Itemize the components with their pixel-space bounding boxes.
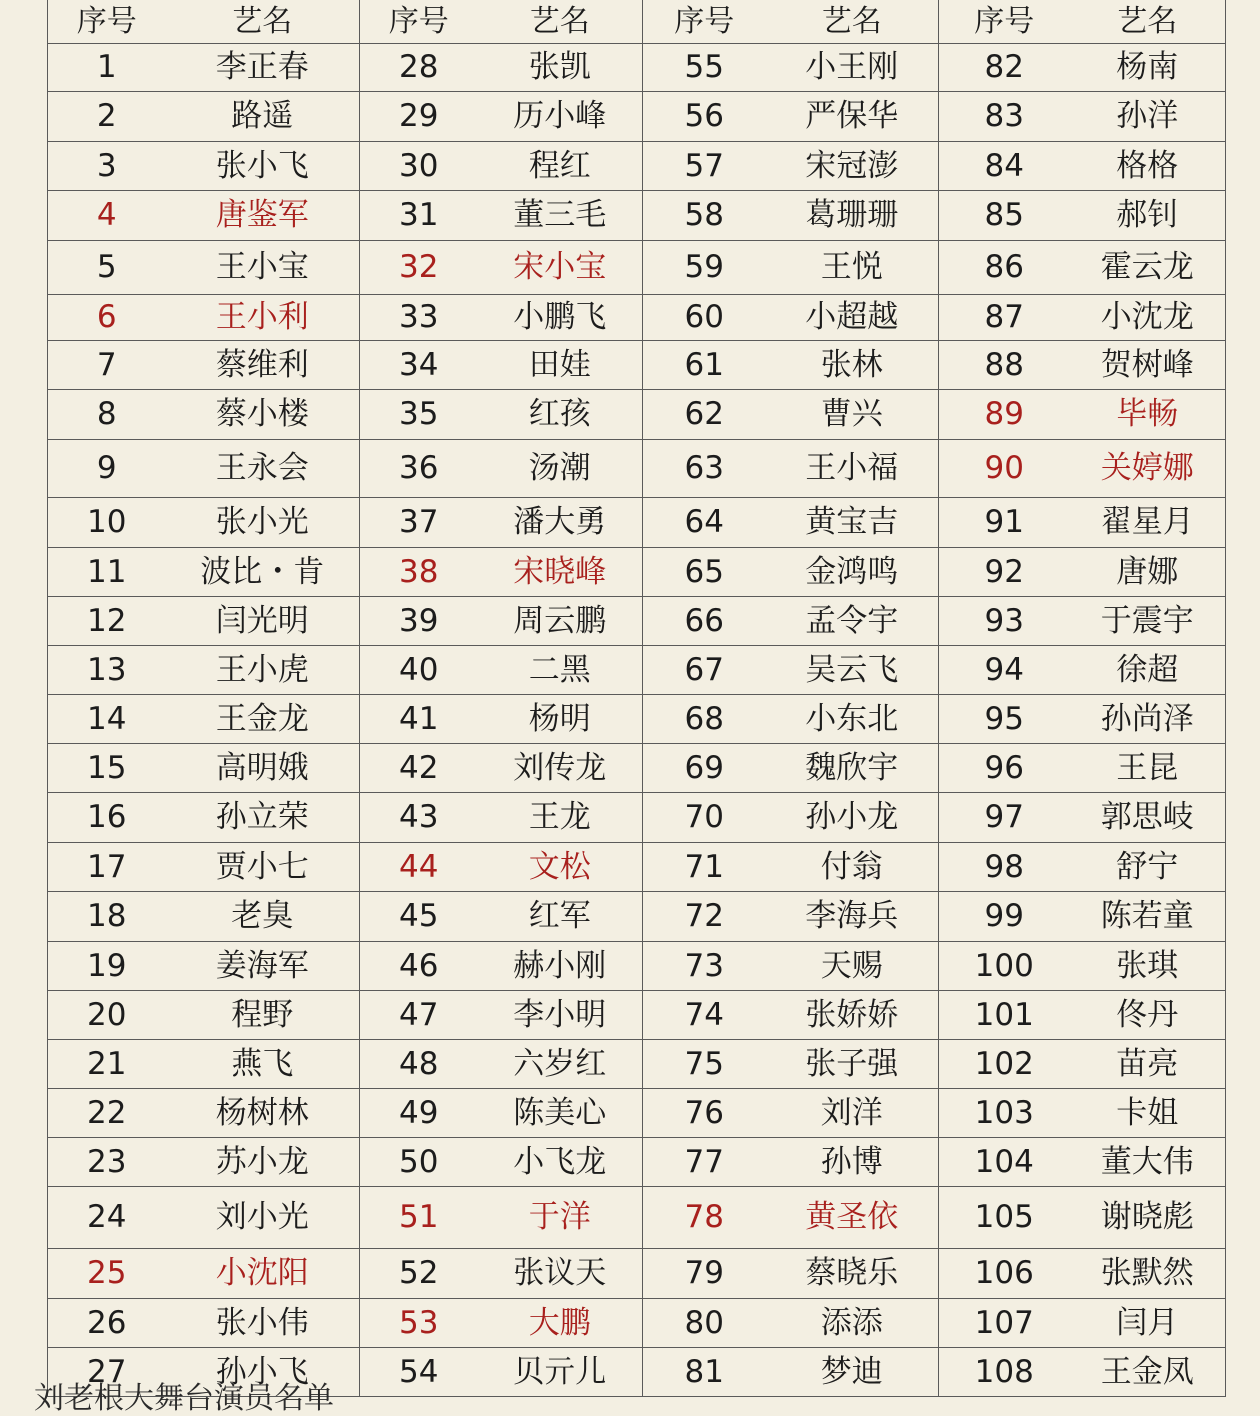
performer-name: 张小光 [166,498,360,548]
performer-name: 汤潮 [478,440,643,498]
performer-name: 魏欣宇 [766,744,939,793]
table-row [48,241,1226,295]
header-cell-name: 艺名 [1070,0,1226,44]
table-row [48,843,1226,892]
performer-name: 陈美心 [478,1089,643,1138]
table-row [48,942,1226,991]
performer-name: 小飞龙 [478,1138,643,1187]
performer-number: 6 [48,295,166,341]
performer-number: 27 [48,1348,166,1397]
performer-number: 81 [643,1348,766,1397]
performer-number: 61 [643,341,766,390]
table-row [48,191,1226,241]
performer-number: 48 [360,1040,478,1089]
performer-number: 103 [939,1089,1070,1138]
performer-name: 王悦 [766,241,939,295]
performer-name: 程野 [166,991,360,1040]
performer-number: 49 [360,1089,478,1138]
performer-number: 66 [643,597,766,646]
performer-number: 54 [360,1348,478,1397]
performer-number: 87 [939,295,1070,341]
performer-number: 47 [360,991,478,1040]
performer-number: 36 [360,440,478,498]
performer-name: 程红 [478,142,643,191]
performer-number: 33 [360,295,478,341]
performer-name: 高明娥 [166,744,360,793]
performer-name: 波比・肯 [166,548,360,597]
performer-number: 59 [643,241,766,295]
performer-name: 文松 [478,843,643,892]
table-row [48,92,1226,142]
performer-number: 25 [48,1249,166,1299]
performer-name: 严保华 [766,92,939,142]
performer-number: 3 [48,142,166,191]
roster-table [47,0,1226,1397]
performer-name: 黄圣依 [766,1187,939,1249]
performer-number: 93 [939,597,1070,646]
performer-number: 29 [360,92,478,142]
performer-number: 83 [939,92,1070,142]
performer-number: 99 [939,892,1070,942]
performer-name: 宋晓峰 [478,548,643,597]
performer-number: 13 [48,646,166,695]
table-row [48,1187,1226,1249]
performer-number: 46 [360,942,478,991]
performer-name: 孙博 [766,1138,939,1187]
performer-number: 79 [643,1249,766,1299]
performer-name: 卡姐 [1070,1089,1226,1138]
header-cell-no: 序号 [48,0,166,44]
performer-number: 5 [48,241,166,295]
table-row [48,991,1226,1040]
performer-name: 宋冠澎 [766,142,939,191]
roster-sheet [47,0,1225,1390]
performer-number: 69 [643,744,766,793]
performer-name: 历小峰 [478,92,643,142]
performer-number: 38 [360,548,478,597]
performer-name: 王永会 [166,440,360,498]
performer-name: 于震宇 [1070,597,1226,646]
performer-number: 78 [643,1187,766,1249]
performer-name: 毕畅 [1070,390,1226,440]
performer-name: 唐娜 [1070,548,1226,597]
performer-name: 孙小飞 [166,1348,360,1397]
performer-number: 4 [48,191,166,241]
performer-name: 小沈阳 [166,1249,360,1299]
performer-name: 闫光明 [166,597,360,646]
table-row [48,44,1226,92]
performer-name: 李小明 [478,991,643,1040]
performer-number: 44 [360,843,478,892]
performer-name: 张子强 [766,1040,939,1089]
table-row [48,142,1226,191]
performer-number: 89 [939,390,1070,440]
performer-name: 王小虎 [166,646,360,695]
performer-name: 刘小光 [166,1187,360,1249]
table-row [48,1249,1226,1299]
performer-name: 张小飞 [166,142,360,191]
performer-name: 葛珊珊 [766,191,939,241]
performer-number: 7 [48,341,166,390]
performer-name: 小沈龙 [1070,295,1226,341]
cropped-caption [0,1381,1260,1416]
performer-name: 王小福 [766,440,939,498]
performer-number: 71 [643,843,766,892]
performer-number: 77 [643,1138,766,1187]
performer-number: 94 [939,646,1070,695]
performer-number: 102 [939,1040,1070,1089]
performer-number: 91 [939,498,1070,548]
performer-name: 小超越 [766,295,939,341]
performer-name: 关婷娜 [1070,440,1226,498]
performer-number: 11 [48,548,166,597]
performer-number: 97 [939,793,1070,843]
performer-name: 曹兴 [766,390,939,440]
performer-name: 燕飞 [166,1040,360,1089]
performer-number: 104 [939,1138,1070,1187]
performer-name: 潘大勇 [478,498,643,548]
performer-name: 王昆 [1070,744,1226,793]
performer-name: 徐超 [1070,646,1226,695]
table-row [48,440,1226,498]
performer-number: 40 [360,646,478,695]
performer-number: 23 [48,1138,166,1187]
performer-number: 50 [360,1138,478,1187]
performer-number: 95 [939,695,1070,744]
performer-number: 55 [643,44,766,92]
table-row [48,1089,1226,1138]
performer-name: 贺树峰 [1070,341,1226,390]
table-row [48,892,1226,942]
table-row [48,793,1226,843]
performer-name: 苏小龙 [166,1138,360,1187]
performer-number: 21 [48,1040,166,1089]
roster-body [48,44,1226,1397]
performer-name: 添添 [766,1299,939,1348]
performer-number: 65 [643,548,766,597]
performer-name: 周云鹏 [478,597,643,646]
table-row [48,341,1226,390]
performer-number: 76 [643,1089,766,1138]
performer-number: 19 [48,942,166,991]
performer-name: 陈若童 [1070,892,1226,942]
performer-number: 14 [48,695,166,744]
performer-name: 老臭 [166,892,360,942]
performer-name: 田娃 [478,341,643,390]
performer-name: 霍云龙 [1070,241,1226,295]
performer-name: 宋小宝 [478,241,643,295]
performer-name: 闫月 [1070,1299,1226,1348]
performer-name: 孙小龙 [766,793,939,843]
header-row [48,0,1226,44]
performer-number: 56 [643,92,766,142]
performer-name: 六岁红 [478,1040,643,1089]
performer-number: 26 [48,1299,166,1348]
performer-number: 90 [939,440,1070,498]
performer-number: 72 [643,892,766,942]
performer-name: 大鹏 [478,1299,643,1348]
performer-name: 翟星月 [1070,498,1226,548]
performer-number: 88 [939,341,1070,390]
performer-name: 贾小七 [166,843,360,892]
table-row [48,695,1226,744]
performer-number: 18 [48,892,166,942]
performer-name: 贝亓儿 [478,1348,643,1397]
performer-name: 张琪 [1070,942,1226,991]
performer-number: 96 [939,744,1070,793]
performer-name: 杨南 [1070,44,1226,92]
performer-name: 天赐 [766,942,939,991]
performer-number: 34 [360,341,478,390]
performer-number: 101 [939,991,1070,1040]
performer-name: 王金凤 [1070,1348,1226,1397]
performer-number: 84 [939,142,1070,191]
performer-number: 37 [360,498,478,548]
performer-number: 64 [643,498,766,548]
performer-name: 金鸿鸣 [766,548,939,597]
performer-name: 小王刚 [766,44,939,92]
performer-name: 孙尚泽 [1070,695,1226,744]
table-row [48,548,1226,597]
performer-number: 32 [360,241,478,295]
performer-number: 100 [939,942,1070,991]
performer-number: 73 [643,942,766,991]
performer-number: 16 [48,793,166,843]
performer-name: 杨树林 [166,1089,360,1138]
performer-number: 52 [360,1249,478,1299]
performer-number: 8 [48,390,166,440]
performer-number: 39 [360,597,478,646]
performer-number: 43 [360,793,478,843]
performer-number: 57 [643,142,766,191]
performer-name: 郭思岐 [1070,793,1226,843]
table-row [48,1138,1226,1187]
header-cell-no: 序号 [360,0,478,44]
performer-name: 唐鉴军 [166,191,360,241]
header-cell-name: 艺名 [166,0,360,44]
performer-name: 王金龙 [166,695,360,744]
performer-name: 孟令宇 [766,597,939,646]
performer-name: 董三毛 [478,191,643,241]
performer-number: 51 [360,1187,478,1249]
performer-number: 105 [939,1187,1070,1249]
performer-name: 谢晓彪 [1070,1187,1226,1249]
performer-name: 蔡小楼 [166,390,360,440]
performer-number: 106 [939,1249,1070,1299]
performer-name: 赫小刚 [478,942,643,991]
header-cell-name: 艺名 [478,0,643,44]
table-row [48,597,1226,646]
performer-name: 张默然 [1070,1249,1226,1299]
performer-number: 68 [643,695,766,744]
performer-name: 佟丹 [1070,991,1226,1040]
performer-number: 17 [48,843,166,892]
performer-number: 30 [360,142,478,191]
performer-name: 小鹏飞 [478,295,643,341]
performer-name: 舒宁 [1070,843,1226,892]
table-row [48,295,1226,341]
performer-number: 107 [939,1299,1070,1348]
performer-number: 98 [939,843,1070,892]
performer-name: 付翁 [766,843,939,892]
header-cell-name: 艺名 [766,0,939,44]
table-row [48,646,1226,695]
header-cell-no: 序号 [939,0,1070,44]
performer-number: 60 [643,295,766,341]
performer-name: 小东北 [766,695,939,744]
performer-number: 58 [643,191,766,241]
performer-name: 格格 [1070,142,1226,191]
performer-name: 梦迪 [766,1348,939,1397]
performer-number: 22 [48,1089,166,1138]
performer-number: 67 [643,646,766,695]
performer-name: 苗亮 [1070,1040,1226,1089]
performer-number: 31 [360,191,478,241]
performer-name: 郝钊 [1070,191,1226,241]
performer-number: 63 [643,440,766,498]
performer-name: 于洋 [478,1187,643,1249]
caption-text: 刘老根大舞台演员名单 [34,1381,334,1416]
performer-number: 45 [360,892,478,942]
table-row [48,1040,1226,1089]
performer-name: 杨明 [478,695,643,744]
performer-name: 张小伟 [166,1299,360,1348]
table-row [48,498,1226,548]
performer-number: 42 [360,744,478,793]
performer-name: 李海兵 [766,892,939,942]
performer-name: 蔡晓乐 [766,1249,939,1299]
performer-number: 1 [48,44,166,92]
performer-name: 吴云飞 [766,646,939,695]
performer-number: 24 [48,1187,166,1249]
performer-name: 王小宝 [166,241,360,295]
performer-number: 70 [643,793,766,843]
performer-name: 张议天 [478,1249,643,1299]
performer-number: 62 [643,390,766,440]
performer-number: 28 [360,44,478,92]
performer-name: 孙立荣 [166,793,360,843]
performer-number: 9 [48,440,166,498]
performer-number: 12 [48,597,166,646]
performer-name: 李正春 [166,44,360,92]
table-row [48,1299,1226,1348]
performer-number: 10 [48,498,166,548]
performer-number: 85 [939,191,1070,241]
performer-number: 53 [360,1299,478,1348]
performer-name: 蔡维利 [166,341,360,390]
performer-number: 80 [643,1299,766,1348]
performer-number: 41 [360,695,478,744]
performer-name: 王龙 [478,793,643,843]
table-row [48,744,1226,793]
performer-number: 74 [643,991,766,1040]
performer-name: 刘传龙 [478,744,643,793]
performer-number: 86 [939,241,1070,295]
performer-number: 75 [643,1040,766,1089]
performer-number: 2 [48,92,166,142]
table-row [48,390,1226,440]
performer-name: 张凯 [478,44,643,92]
performer-name: 姜海军 [166,942,360,991]
performer-name: 刘洋 [766,1089,939,1138]
performer-number: 35 [360,390,478,440]
performer-name: 孙洋 [1070,92,1226,142]
performer-name: 红孩 [478,390,643,440]
performer-name: 红军 [478,892,643,942]
performer-name: 王小利 [166,295,360,341]
performer-name: 张林 [766,341,939,390]
performer-number: 82 [939,44,1070,92]
performer-number: 108 [939,1348,1070,1397]
performer-number: 15 [48,744,166,793]
performer-number: 20 [48,991,166,1040]
performer-name: 张娇娇 [766,991,939,1040]
performer-number: 92 [939,548,1070,597]
performer-name: 黄宝吉 [766,498,939,548]
header-cell-no: 序号 [643,0,766,44]
performer-name: 二黑 [478,646,643,695]
performer-name: 路遥 [166,92,360,142]
performer-name: 董大伟 [1070,1138,1226,1187]
